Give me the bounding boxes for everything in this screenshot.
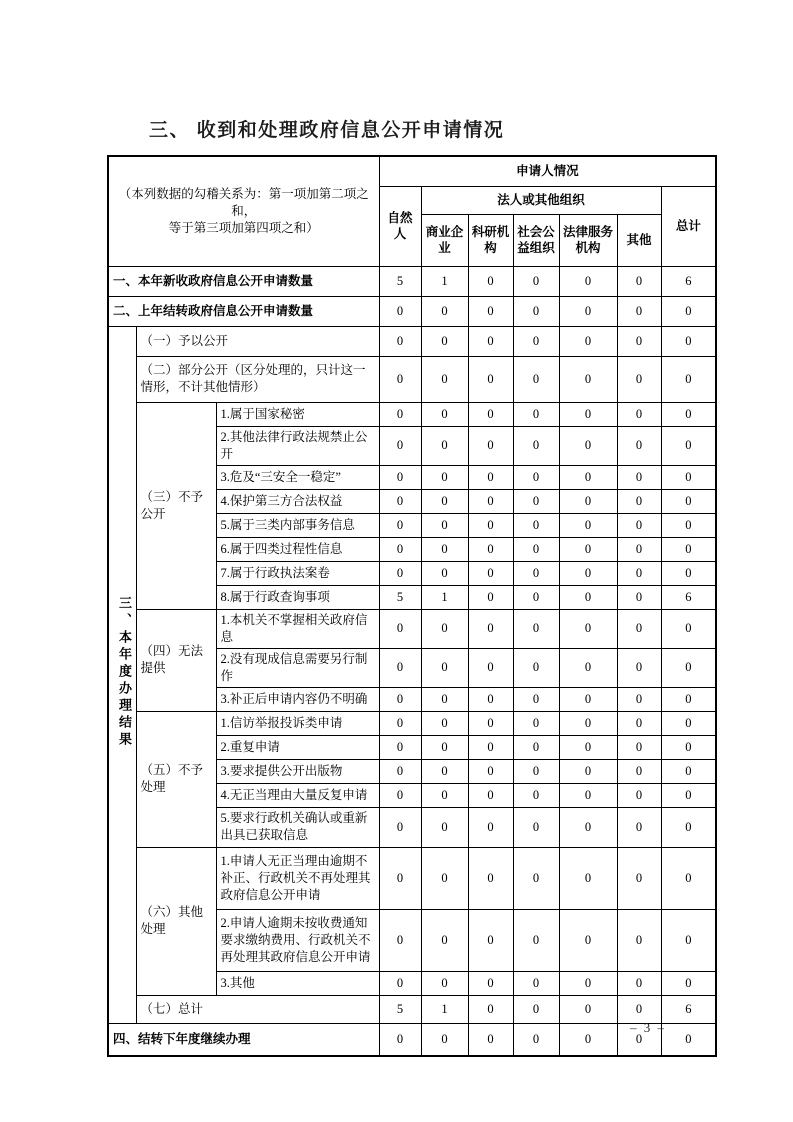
value-cell: 0: [617, 609, 661, 648]
value-cell: 0: [379, 971, 421, 995]
value-cell: 0: [379, 402, 421, 426]
item-label: 8.属于行政查询事项: [216, 585, 379, 609]
value-cell: 0: [513, 648, 559, 687]
value-cell: 0: [661, 1023, 716, 1056]
value-cell: 0: [513, 687, 559, 711]
value-cell: 0: [379, 426, 421, 465]
value-cell: 0: [513, 995, 559, 1023]
item-label: 3.补正后申请内容仍不明确: [216, 687, 379, 711]
value-cell: 0: [559, 561, 617, 585]
value-cell: 0: [513, 326, 559, 356]
value-cell: 0: [661, 847, 716, 909]
value-cell: 0: [513, 1023, 559, 1056]
value-cell: 0: [421, 296, 468, 326]
header-legal-org: 法人或其他组织: [421, 186, 661, 214]
value-cell: 0: [559, 266, 617, 296]
value-cell: 1: [421, 585, 468, 609]
value-cell: 0: [468, 356, 513, 402]
value-cell: 0: [617, 489, 661, 513]
value-cell: 0: [468, 465, 513, 489]
note-line1: （本列数据的勾稽关系为：第一项加第二项之和，: [118, 186, 369, 218]
value-cell: 0: [617, 465, 661, 489]
value-cell: 0: [513, 537, 559, 561]
value-cell: 0: [661, 426, 716, 465]
value-cell: 0: [617, 326, 661, 356]
value-cell: 0: [559, 609, 617, 648]
value-cell: 0: [468, 537, 513, 561]
value-cell: 0: [661, 489, 716, 513]
row-section-total-label: （七）总计: [136, 995, 379, 1023]
value-cell: 0: [513, 711, 559, 735]
value-cell: 0: [468, 426, 513, 465]
value-cell: 0: [468, 783, 513, 807]
section3-vertical-label: [108, 326, 136, 1023]
value-cell: 0: [421, 711, 468, 735]
value-cell: 0: [468, 561, 513, 585]
value-cell: 0: [661, 465, 716, 489]
value-cell: 0: [661, 609, 716, 648]
item-label: 3.要求提供公开出版物: [216, 759, 379, 783]
item-label: 4.无正当理由大量反复申请: [216, 783, 379, 807]
value-cell: 1: [421, 266, 468, 296]
value-cell: 0: [661, 356, 716, 402]
value-cell: 0: [559, 735, 617, 759]
value-cell: 0: [513, 402, 559, 426]
value-cell: 0: [421, 513, 468, 537]
disclosure-requests-table: [107, 155, 717, 1057]
value-cell: 0: [379, 561, 421, 585]
value-cell: 0: [379, 513, 421, 537]
value-cell: 0: [661, 759, 716, 783]
header-research-institution: 科研机构: [468, 214, 513, 266]
value-cell: 0: [379, 537, 421, 561]
value-cell: 0: [468, 585, 513, 609]
item-label: 5.要求行政机关确认或重新出具已获取信息: [216, 807, 379, 847]
value-cell: 0: [379, 1023, 421, 1056]
value-cell: 0: [468, 402, 513, 426]
value-cell: 0: [617, 426, 661, 465]
row-carried-over-label: 二、上年结转政府信息公开申请数量: [108, 296, 379, 326]
value-cell: 0: [559, 783, 617, 807]
value-cell: 0: [617, 711, 661, 735]
category-other-handling-label: （六）其他处理: [136, 847, 216, 995]
value-cell: 0: [617, 402, 661, 426]
value-cell: 0: [559, 465, 617, 489]
item-label: 2.重复申请: [216, 735, 379, 759]
row-new-received-label: 一、本年新收政府信息公开申请数量: [108, 266, 379, 296]
value-cell: 0: [421, 537, 468, 561]
value-cell: 0: [421, 1023, 468, 1056]
value-cell: 0: [421, 609, 468, 648]
value-cell: 0: [661, 296, 716, 326]
value-cell: 0: [513, 266, 559, 296]
value-cell: 0: [379, 783, 421, 807]
value-cell: 0: [421, 735, 468, 759]
value-cell: 0: [379, 489, 421, 513]
value-cell: 0: [617, 561, 661, 585]
value-cell: 0: [559, 326, 617, 356]
value-cell: 0: [617, 783, 661, 807]
value-cell: 0: [421, 465, 468, 489]
value-cell: 0: [379, 687, 421, 711]
value-cell: 0: [559, 648, 617, 687]
value-cell: 0: [513, 807, 559, 847]
value-cell: 0: [468, 847, 513, 909]
value-cell: 0: [617, 648, 661, 687]
value-cell: 0: [559, 585, 617, 609]
value-cell: 0: [559, 489, 617, 513]
value-cell: 0: [468, 489, 513, 513]
value-cell: 0: [559, 356, 617, 402]
value-cell: 0: [661, 513, 716, 537]
value-cell: 0: [617, 356, 661, 402]
value-cell: 5: [379, 266, 421, 296]
value-cell: 0: [661, 648, 716, 687]
item-label: 2.其他法律行政法规禁止公开: [216, 426, 379, 465]
value-cell: 5: [379, 995, 421, 1023]
value-cell: 0: [559, 513, 617, 537]
value-cell: 0: [379, 711, 421, 735]
value-cell: 0: [617, 735, 661, 759]
value-cell: 0: [421, 426, 468, 465]
value-cell: 0: [379, 807, 421, 847]
item-label: 1.属于国家秘密: [216, 402, 379, 426]
item-label: 7.属于行政执法案卷: [216, 561, 379, 585]
value-cell: 0: [468, 648, 513, 687]
value-cell: 0: [559, 995, 617, 1023]
value-cell: 0: [468, 995, 513, 1023]
value-cell: 6: [661, 995, 716, 1023]
header-social-welfare-org: 社会公益组织: [513, 214, 559, 266]
value-cell: 0: [468, 1023, 513, 1056]
page-title: 三、 收到和处理政府信息公开申请情况: [149, 120, 505, 141]
value-cell: 0: [513, 971, 559, 995]
header-other-org: 其他: [617, 214, 661, 266]
value-cell: 0: [379, 296, 421, 326]
value-cell: 0: [468, 807, 513, 847]
header-natural-person: 自然人: [379, 186, 421, 266]
value-cell: 0: [379, 847, 421, 909]
value-cell: 0: [468, 296, 513, 326]
value-cell: 0: [617, 807, 661, 847]
value-cell: 0: [421, 847, 468, 909]
value-cell: 0: [421, 759, 468, 783]
value-cell: 0: [617, 513, 661, 537]
row-granted-label: （一）予以公开: [136, 326, 379, 356]
value-cell: 0: [661, 909, 716, 971]
value-cell: 0: [379, 356, 421, 402]
value-cell: 0: [617, 847, 661, 909]
header-applicant-situation: 申请人情况: [379, 156, 716, 186]
value-cell: 0: [513, 513, 559, 537]
value-cell: 0: [421, 489, 468, 513]
value-cell: 0: [468, 759, 513, 783]
value-cell: 0: [421, 687, 468, 711]
value-cell: 0: [559, 687, 617, 711]
value-cell: 0: [468, 971, 513, 995]
value-cell: 0: [661, 971, 716, 995]
item-label: 2.没有现成信息需要另行制作: [216, 648, 379, 687]
value-cell: 0: [559, 909, 617, 971]
value-cell: 0: [617, 995, 661, 1023]
value-cell: 6: [661, 266, 716, 296]
value-cell: 0: [559, 971, 617, 995]
value-cell: 0: [617, 537, 661, 561]
value-cell: 0: [617, 759, 661, 783]
value-cell: 0: [421, 561, 468, 585]
value-cell: 0: [421, 326, 468, 356]
value-cell: 0: [559, 402, 617, 426]
value-cell: 0: [559, 1023, 617, 1056]
item-label: 6.属于四类过程性信息: [216, 537, 379, 561]
page-number: – 3 –: [630, 1020, 666, 1035]
value-cell: 0: [661, 402, 716, 426]
value-cell: 0: [513, 783, 559, 807]
value-cell: 0: [661, 687, 716, 711]
section3-vertical-text: 三、本年度办理结果: [117, 595, 132, 749]
value-cell: 0: [379, 465, 421, 489]
value-cell: 0: [513, 609, 559, 648]
value-cell: 0: [468, 326, 513, 356]
value-cell: 0: [421, 971, 468, 995]
value-cell: 0: [379, 759, 421, 783]
value-cell: 0: [513, 356, 559, 402]
value-cell: 0: [513, 759, 559, 783]
value-cell: 0: [661, 735, 716, 759]
value-cell: 0: [661, 807, 716, 847]
category-denied-label: （三）不予公开: [136, 402, 216, 609]
value-cell: 0: [513, 585, 559, 609]
value-cell: 0: [421, 648, 468, 687]
row-carry-next-year-label: 四、结转下年度继续办理: [108, 1023, 379, 1056]
value-cell: 0: [421, 402, 468, 426]
item-label: 1.本机关不掌握相关政府信息: [216, 609, 379, 648]
value-cell: 0: [421, 356, 468, 402]
value-cell: 0: [661, 326, 716, 356]
value-cell: 0: [661, 561, 716, 585]
value-cell: 0: [661, 711, 716, 735]
value-cell: 0: [559, 847, 617, 909]
value-cell: 0: [617, 296, 661, 326]
note-line2: 等于第三项加第四项之和）: [168, 220, 319, 235]
value-cell: 0: [421, 909, 468, 971]
value-cell: 0: [513, 489, 559, 513]
value-cell: 0: [468, 687, 513, 711]
item-label: 1.申请人无正当理由逾期不补正、行政机关不再处理其政府信息公开申请: [216, 847, 379, 909]
value-cell: 5: [379, 585, 421, 609]
value-cell: 0: [513, 909, 559, 971]
value-cell: 0: [513, 296, 559, 326]
item-label: 3.危及“三安全一稳定”: [216, 465, 379, 489]
value-cell: 0: [617, 971, 661, 995]
value-cell: 0: [379, 648, 421, 687]
value-cell: 0: [468, 735, 513, 759]
value-cell: 0: [559, 426, 617, 465]
value-cell: 0: [617, 585, 661, 609]
item-label: 5.属于三类内部事务信息: [216, 513, 379, 537]
value-cell: 0: [559, 537, 617, 561]
item-label: 2.申请人逾期未按收费通知要求缴纳费用、行政机关不再处理其政府信息公开申请: [216, 909, 379, 971]
value-cell: 0: [617, 1023, 661, 1056]
header-legal-service-agency: 法律服务机构: [559, 214, 617, 266]
value-cell: 0: [513, 847, 559, 909]
item-label: 4.保护第三方合法权益: [216, 489, 379, 513]
value-cell: 0: [379, 609, 421, 648]
value-cell: 0: [559, 759, 617, 783]
value-cell: 0: [559, 807, 617, 847]
category-unable-label: （四）无法提供: [136, 609, 216, 711]
value-cell: 0: [379, 735, 421, 759]
value-cell: 0: [617, 266, 661, 296]
value-cell: 0: [468, 609, 513, 648]
value-cell: 0: [513, 426, 559, 465]
header-commercial-enterprise: 商业企业: [421, 214, 468, 266]
value-cell: 0: [468, 513, 513, 537]
value-cell: 0: [379, 326, 421, 356]
value-cell: 0: [513, 561, 559, 585]
value-cell: 0: [468, 711, 513, 735]
item-label: 1.信访举报投诉类申请: [216, 711, 379, 735]
value-cell: 0: [617, 687, 661, 711]
value-cell: 0: [617, 909, 661, 971]
value-cell: 0: [559, 296, 617, 326]
table-note: [108, 156, 379, 266]
value-cell: 0: [421, 807, 468, 847]
value-cell: 0: [421, 783, 468, 807]
value-cell: 0: [513, 465, 559, 489]
value-cell: 0: [468, 909, 513, 971]
value-cell: 0: [661, 783, 716, 807]
value-cell: 0: [661, 537, 716, 561]
row-partial-label: （二）部分公开（区分处理的，只计这一情形，不计其他情形）: [136, 356, 379, 402]
category-not-processed-label: （五）不予处理: [136, 711, 216, 847]
item-label: 3.其他: [216, 971, 379, 995]
value-cell: 0: [513, 735, 559, 759]
value-cell: 0: [559, 711, 617, 735]
header-total: 总计: [661, 186, 716, 266]
value-cell: 1: [421, 995, 468, 1023]
value-cell: 0: [379, 909, 421, 971]
value-cell: 0: [468, 266, 513, 296]
value-cell: 6: [661, 585, 716, 609]
